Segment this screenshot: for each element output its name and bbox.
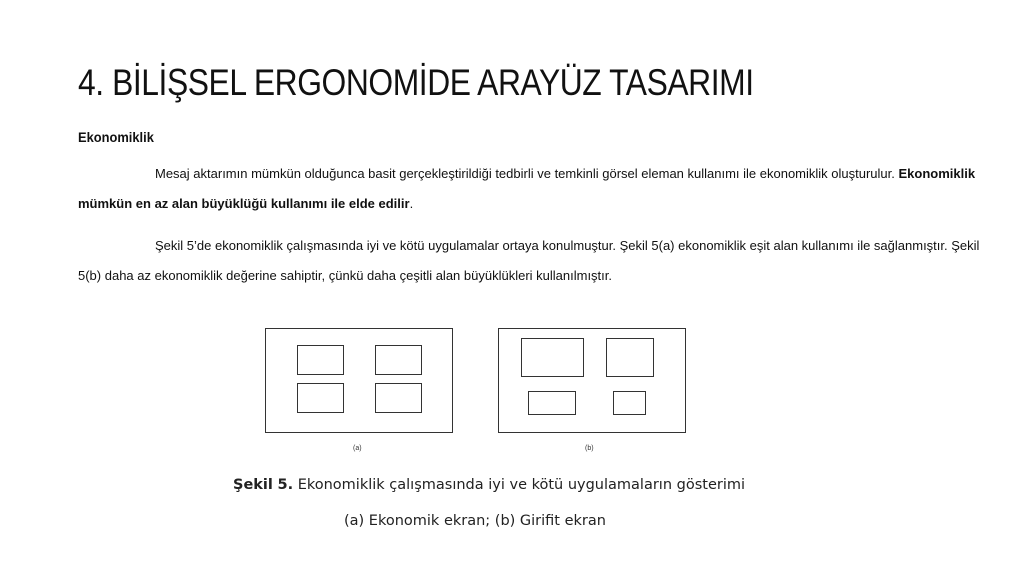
paragraph-1 [78, 159, 983, 219]
figure-b-label: (b) [585, 445, 594, 452]
figure-b-screen [498, 328, 686, 433]
figure-a-box-1 [297, 345, 344, 375]
paragraph-1-text: Mesaj aktarımın mümkün olduğunca basit gerçekleştirildiği tedbirli ve temkinli görsel eleman kullanımı ile ekonomiklik oluşturulur. [155, 166, 899, 181]
slide-title: 4. BİLİŞSEL ERGONOMİDE ARAYÜZ TASARIMI [78, 62, 754, 103]
figure-b-box-2 [606, 338, 654, 377]
figure-a-box-4 [375, 383, 422, 413]
caption-label: Şekil [233, 477, 273, 493]
paragraph-1-bold: Ekonomiklik mümkün en az alan büyüklüğü kullanımı ile elde edilir [78, 166, 976, 211]
paragraph-2: Şekil 5’de ekonomiklik çalışmasında iyi ve kötü uygulamalar ortaya konulmuştur. Şekil 5(a) ekonomiklik eşit alan kullanımı ile sağlanmıştır. Şekil 5(b) daha az ekonomiklik değerine sahiptir, çünkü daha çeşitli alan büyüklükleri kullanılmıştır. [78, 238, 980, 283]
figure-caption-line2: (a) Ekonomik ekran; (b) Girifit ekran [344, 513, 606, 529]
figure-b-box-1 [521, 338, 584, 377]
section-subheading: Ekonomiklik [78, 129, 154, 145]
figure-b-box-3 [528, 391, 576, 415]
figure-caption [233, 477, 745, 493]
paragraph-1-end: . [409, 196, 414, 211]
figure-a-box-3 [297, 383, 344, 413]
figure-a-label: (a) [353, 445, 362, 452]
caption-number: 5. [277, 477, 294, 493]
caption-text: Ekonomiklik çalışmasında iyi ve kötü uygulamaların gösterimi [297, 477, 746, 493]
figure-b-box-4 [613, 391, 646, 415]
figure-a-screen [265, 328, 453, 433]
figure-a-box-2 [375, 345, 422, 375]
